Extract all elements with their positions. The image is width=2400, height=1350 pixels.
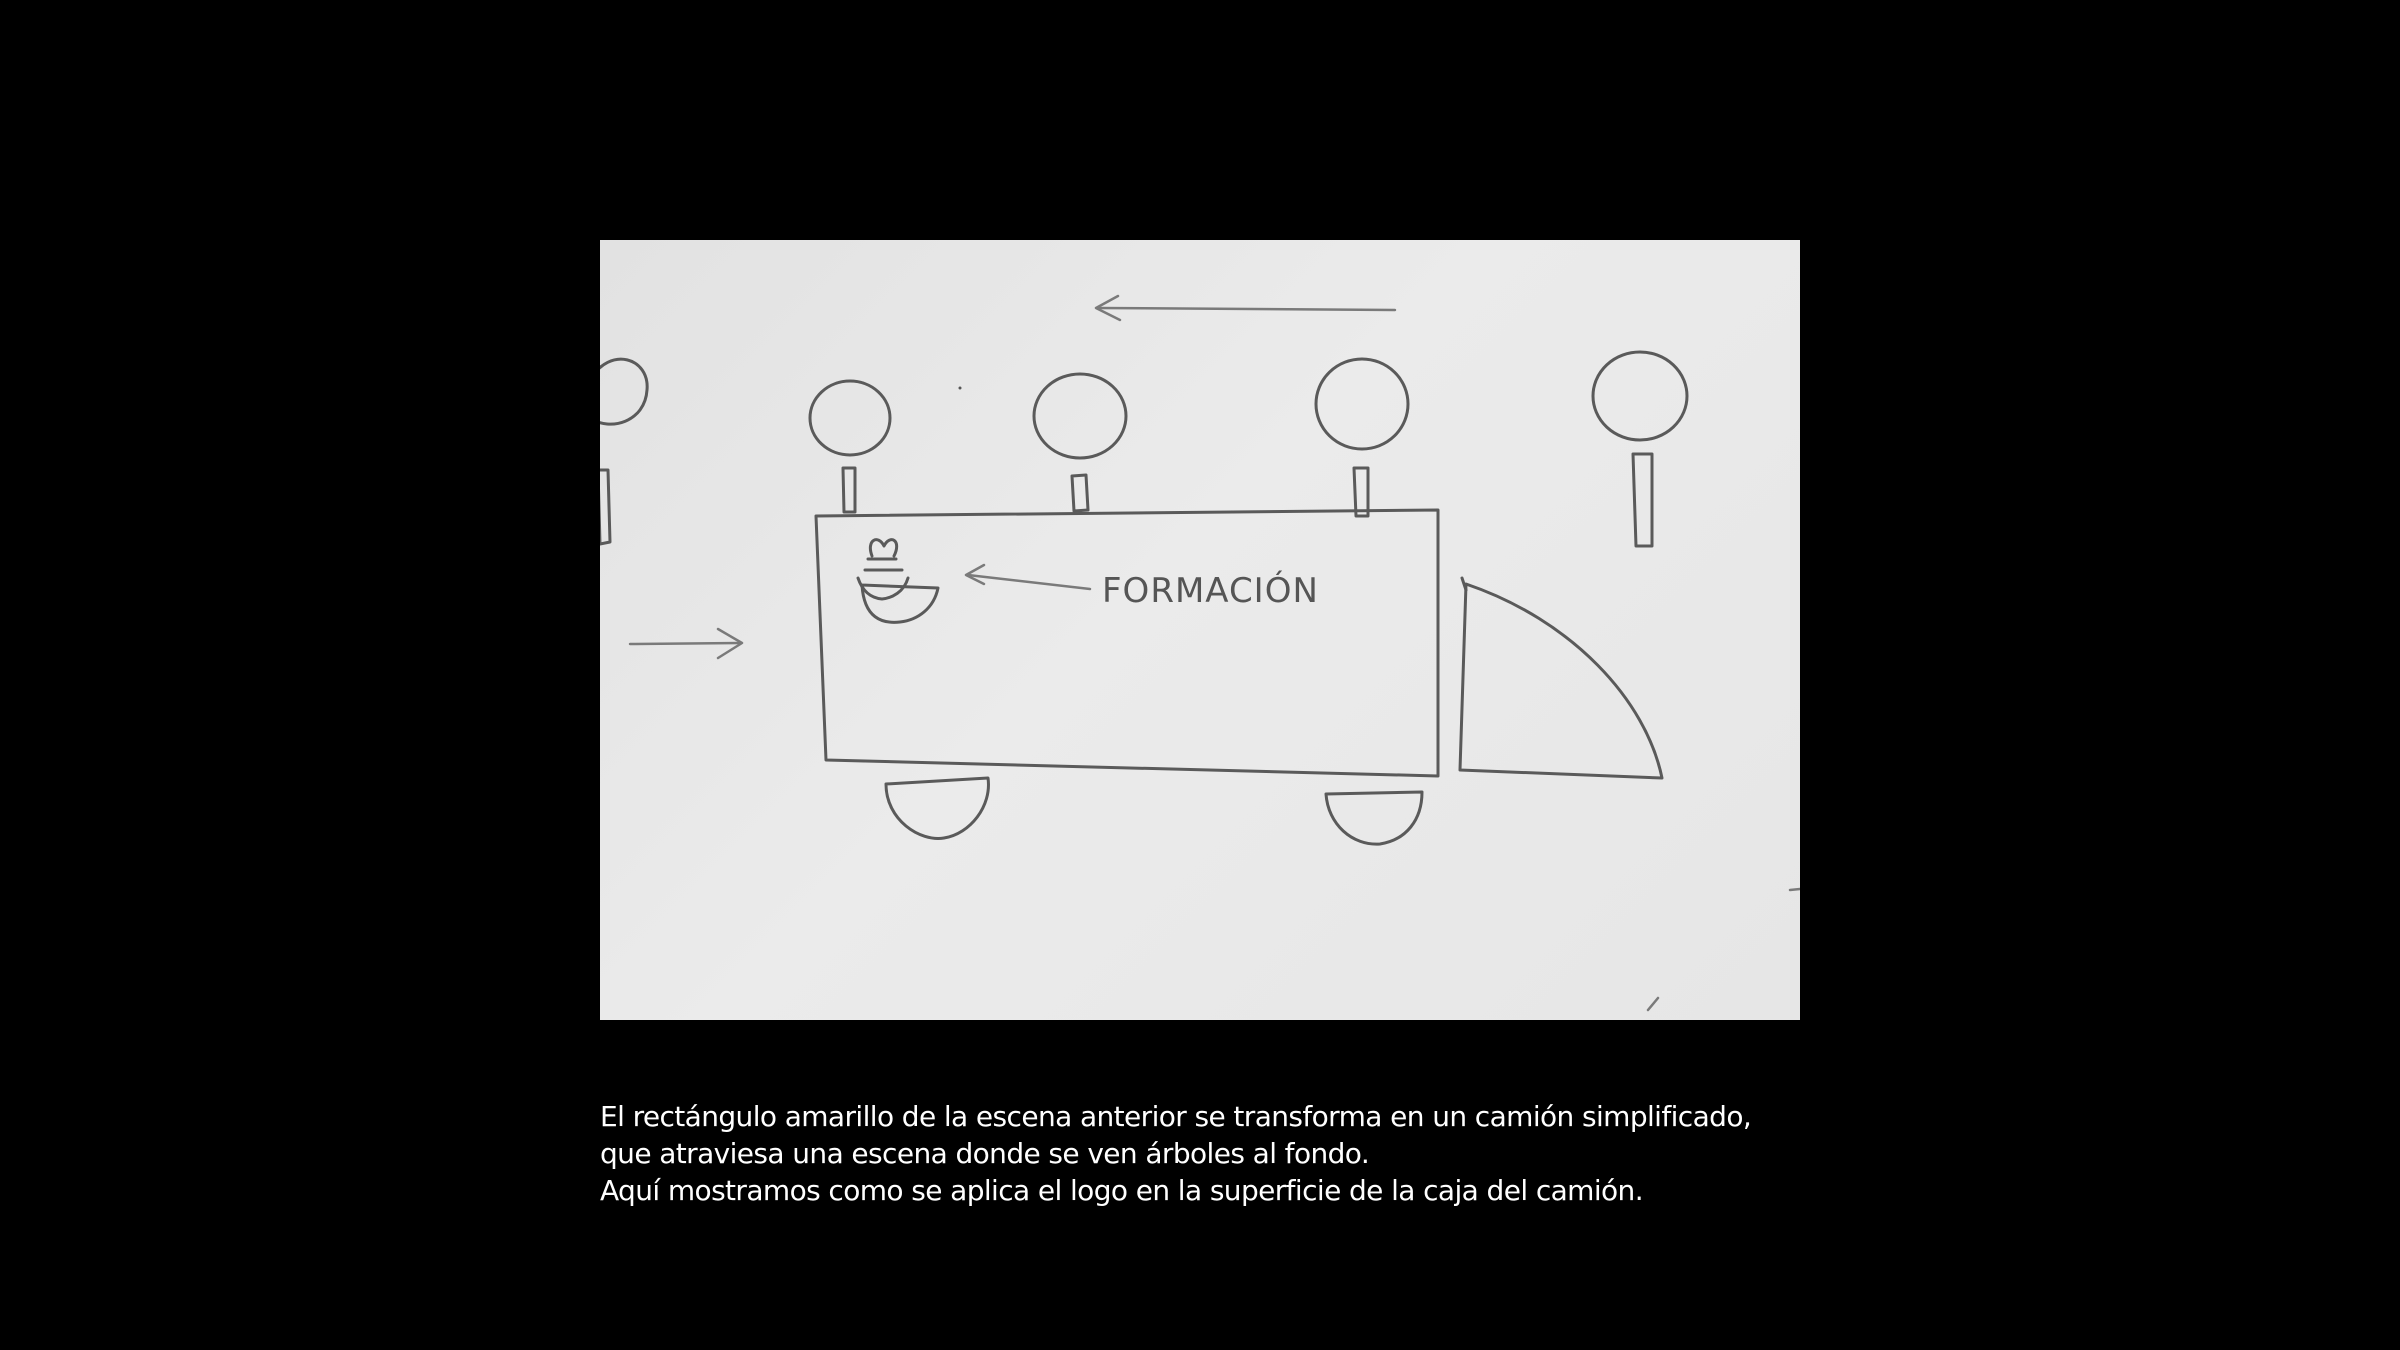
truck-cargo-box xyxy=(816,510,1438,776)
pencil-speck xyxy=(1790,889,1800,890)
truck-wheel xyxy=(1326,792,1422,844)
tree-icon xyxy=(810,381,890,512)
caption-line: Aquí mostramos como se aplica el logo en la superficie de la caja del camión. xyxy=(600,1174,1643,1207)
label-pointer-arrow-icon xyxy=(966,565,1090,589)
truck-cab xyxy=(1460,584,1662,778)
truck-sketch-drawing xyxy=(600,240,1800,1020)
left-arrow-icon xyxy=(1096,296,1395,320)
logo-label: FORMACIÓN xyxy=(1102,571,1319,611)
right-arrow-icon xyxy=(630,629,742,658)
pencil-speck xyxy=(959,387,962,390)
sketch-photo xyxy=(600,240,1800,1020)
tree-icon xyxy=(1593,352,1687,546)
truck-wheel xyxy=(886,778,988,838)
caption-text xyxy=(600,1098,1900,1209)
tree-icon xyxy=(1316,359,1408,516)
tree-icon xyxy=(1034,374,1126,511)
caption-line: El rectángulo amarillo de la escena anterior se transforma en un camión simplificado, xyxy=(600,1100,1752,1133)
caption-line: que atraviesa una escena donde se ven árboles al fondo. xyxy=(600,1137,1370,1170)
tree-icon xyxy=(600,359,647,544)
logo-mark-icon xyxy=(858,540,938,623)
pencil-speck xyxy=(1648,998,1658,1010)
